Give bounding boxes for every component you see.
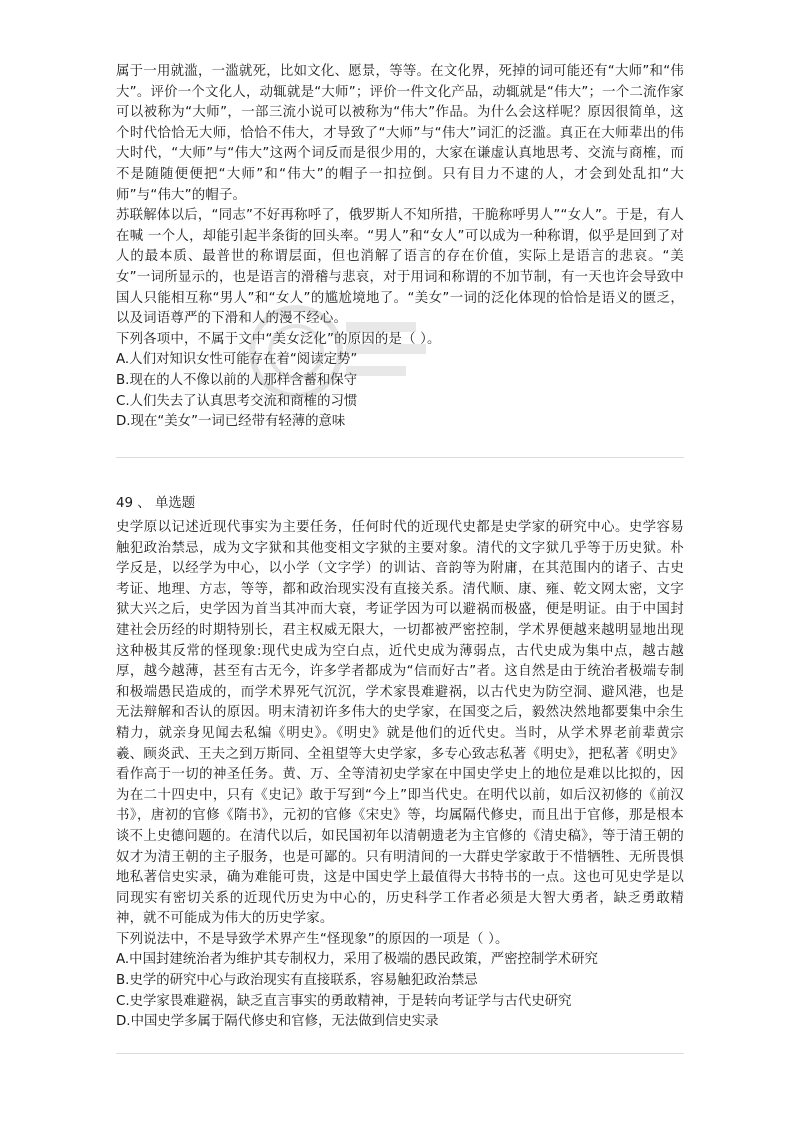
q49-option-b[interactable]: B.史学的研究中心与政治现实有直接联系，容易触犯政治禁忌 xyxy=(116,973,478,989)
question-48-block xyxy=(116,62,684,433)
q49-option-a[interactable]: A.中国封建统治者为维护其专制权力，采用了极端的愚民政策，严密控制学术研究 xyxy=(116,952,598,968)
divider-bottom xyxy=(116,1053,684,1054)
q49-prompt: 下列说法中，不是导致学术界产生“怪现象”的原因的一项是（ ）。 xyxy=(116,931,509,947)
q48-option-b[interactable]: B.现在的人不像以前的人那样含蓄和保守 xyxy=(116,372,358,388)
q48-option-c[interactable]: C.人们失去了认真思考交流和商榷的习惯 xyxy=(116,393,358,409)
q48-option-a[interactable]: A.人们对知识女性可能存在着“阅读定势” xyxy=(116,352,358,368)
q48-passage-1: 属于一用就滥，一滥就死，比如文化、愿景，等等。在文化界，死掉的词可能还有“大师”和“伟大”。评价一个文化人，动辄就是“大师”；评价一件文化产品，动辄就是“伟大”；一个二流作家可以被称为“大师”，一部三流小说可以被称为“伟大”作品。为什么会这样呢？原因很简单，这个时代恰恰无大师，恰恰不伟大，才导致了“大师”与“伟大”词汇的泛滥。真正在大师辈出的伟大时代，“大师”与“伟大”这两个词反而是很少用的，大家在谦虚认真地思考、交流与商榷，而不是随随便便把“大师”和“伟大”的帽子一扣拉倒。只有目力不逮的人，才会到处乱扣“大师”与“伟大”的帽子。 xyxy=(116,64,684,203)
q49-option-c[interactable]: C.史学家畏难避祸，缺乏直言事实的勇敢精神，于是转向考证学与古代史研究 xyxy=(116,993,572,1009)
question-49-block xyxy=(116,518,684,1033)
q48-passage-2: 苏联解体以后，“同志”不好再称呼了，俄罗斯人不知所措，干脆称呼男人”“女人”。于是，有人在喊 一个人，却能引起半条街的回头率。“男人”和“女人”可以成为一种称谓，似乎是回到了对人的最本质、最普世的称谓层面，但也消解了语言的存在价值，实际上是语言的悲哀。“美女”一词所显示的，也是语言的滑稽与悲哀，对于用词和称谓的不加节制，有一天也许会导致中国人只能相互称“男人”和“女人”的尴尬境地了。“美女”一词的泛化体现的恰恰是语义的匮乏，以及词语尊严的下滑和人的漫不经心。 xyxy=(116,208,684,327)
q49-passage: 史学原以记述近现代事实为主要任务，任何时代的近现代史都是史学家的研究中心。史学容易触犯政治禁忌，成为文字狱和其他变相文字狱的主要对象。清代的文字狱几乎等于历史狱。朴学反是，以经学为中心，以小学（文字学）的训诂、音韵等为附庸，在其范围内的诸子、古史考证、地理、方志，等等，都和政治现实没有直接关系。清代顺、康、雍、乾文网太密，文字狱大兴之后，史学因为首当其冲而大衰，考证学因为可以避祸而极盛，便是明证。由于中国封建社会历经的时期特别长，君主权威无限大，一切都被严密控制，学术界便越来越明显地出现这种极其反常的怪现象:现代史成为空白点，近代史成为薄弱点，古代史成为集中点，越古越厚，越今越薄，甚至有古无今，许多学者都成为“信而好古”者。这自然是由于统治者极端专制和极端愚民造成的，而学术界死气沉沉，学术家畏难避祸，以古代史为防空洞、避风港，也是无法辩解和否认的原因。明末清初许多伟大的史学家，在国变之后，毅然决然地都要集中余生精力，就亲身见闻去私编《明史》。《明史》就是他们的近代史。当时，从学术界老前辈黄宗羲、顾炎武、王夫之到万斯同、全祖望等大史学家，多专心致志私著《明史》，把私著《明史》看作高于一切的神圣任务。黄、万、全等清初史学家在中国史学史上的地位是难以比拟的，因为在二十四史中，只有《史记》敢于写到“今上”即当代史。在明代以前，如后汉初修的《前汉书》，唐初的官修《隋书》，元初的官修《宋史》等，均属隔代修史，而且出于官修，那是根本谈不上史德问题的。在清代以后，如民国初年以清朝遗老为主官修的《清史稿》，等于清王朝的奴才为清王朝的主子服务，也是可鄙的。只有明清间的一大群史学家敢于不惜牺牲、无所畏惧地私著信史实录，确为难能可贵，这是中国史学上最值得大书特书的一点。这也可见史学是以同现实有密切关系的近现代历史为中心的，历史科学工作者必须是大智大勇者，缺乏勇敢精神，就不可能成为伟大的历史学家。 xyxy=(116,520,684,927)
q49-option-d[interactable]: D.中国史学多属于隔代修史和官修，无法做到信史实录 xyxy=(116,1014,439,1030)
q49-header: 49 、 单选题 xyxy=(116,496,196,511)
q48-option-d[interactable]: D.现在“美女”一词已经带有轻薄的意味 xyxy=(116,414,346,430)
q48-prompt: 下列各项中，不属于文中“美女泛化”的原因的是（ ）。 xyxy=(116,331,441,347)
divider-top xyxy=(116,457,684,458)
